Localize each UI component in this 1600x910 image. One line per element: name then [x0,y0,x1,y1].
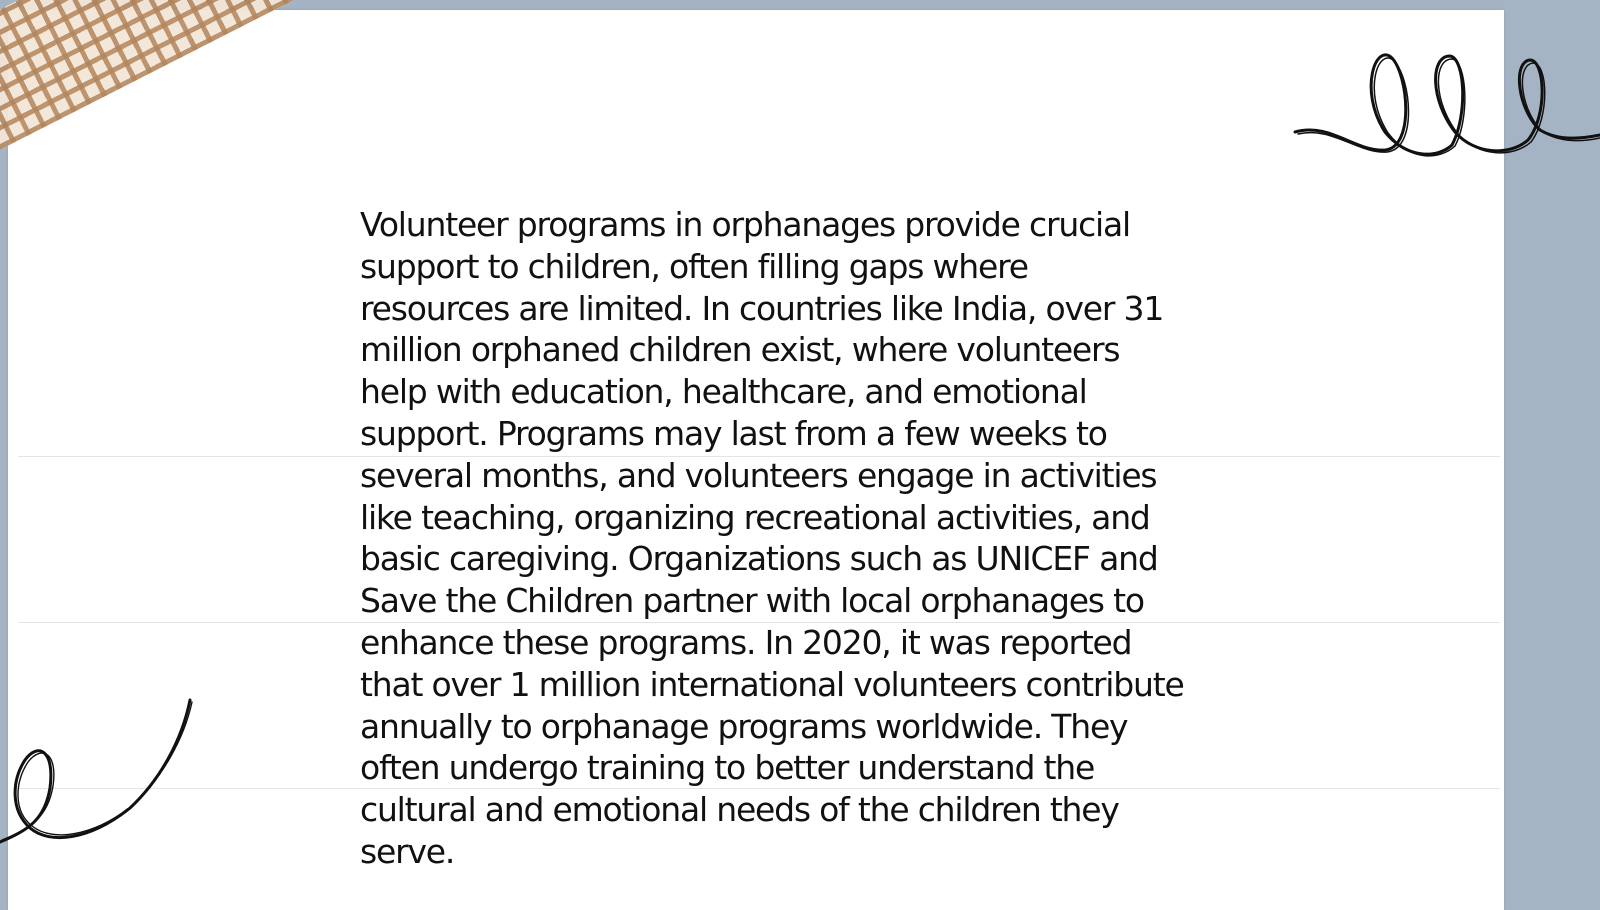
body-paragraph: Volunteer programs in orphanages provide crucial support to children, often filling gaps where resources are limited. In countries like India, over 31 million orphaned children exist, where volunteers help with education, healthcare, and emotional support. Programs may last from a few weeks to several months, and volunteers engage in activities like teaching, organizing recreational activities, and basic caregiving. Organizations such as UNICEF and Save the Children partner with local orphanages to enhance these programs. In 2020, it was reported that over 1 million international volunteers contribute annually to orphanage programs worldwide. They often undergo training to better understand the cultural and emotional needs of the children they serve. [360,205,1184,871]
swoosh-doodle-icon [0,690,200,850]
loop-squiggle-doodle-icon [1280,20,1600,170]
